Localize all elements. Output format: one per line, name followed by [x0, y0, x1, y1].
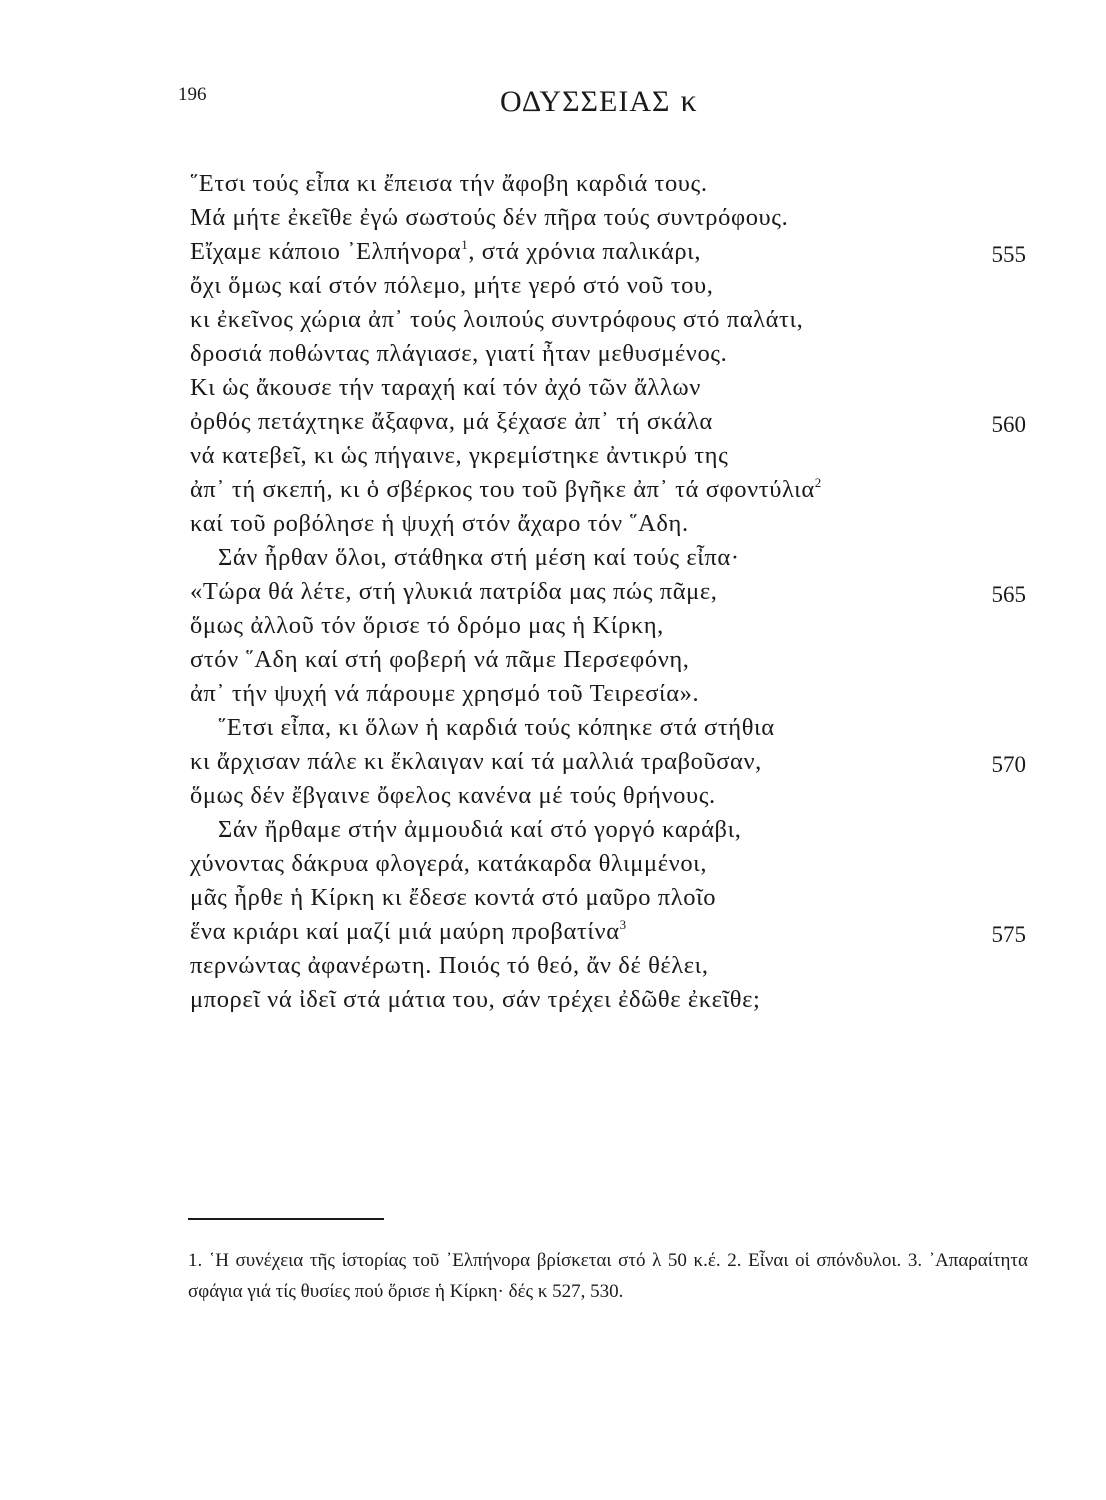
verse-line: περνώντας ἀφανέρωτη. Ποιός τό θεό, ἄν δέ θέλει,	[190, 952, 709, 979]
verse-line: νά κατεβεῖ, κι ὡς πήγαινε, γκρεμίστηκε ἀντικρύ της	[190, 442, 729, 469]
verse-line: «Τώρα θά λέτε, στή γλυκιά πατρίδα μας πώς πᾶμε,	[190, 578, 718, 605]
verse-line: ῞Ετσι εἶπα, κι ὅλων ἡ καρδιά τούς κόπηκε στά στήθια	[218, 714, 775, 741]
verse-line: Εἴχαμε κάποιο ᾿Ελπήνορα$^1$, στά χρόνια παλικάρι,	[190, 237, 702, 265]
verse-line: Κι ὡς ἄκουσε τήν ταραχή καί τόν ἀχό τῶν ἄλλων	[190, 374, 701, 401]
verse-line: ὄχι ὅμως καί στόν πόλεμο, μήτε γερό στό νοῦ του,	[190, 272, 714, 299]
footnote-3: 3. ᾿Απαραίτητα σφάγια γιά τίς θυσίες πού ὅρισε ἡ Κίρκη· δές κ 527, 530.	[188, 1250, 1029, 1302]
page-number: 196	[178, 84, 207, 105]
verse-line: ὀρθός πετάχτηκε ἄξαφνα, μά ξέχασε ἀπ᾿ τή σκάλα	[190, 408, 713, 435]
verse-line: καί τοῦ ροβόλησε ἡ ψυχή στόν ἄχαρο τόν ῞Αδη.	[190, 510, 689, 537]
footnote-2: 2. Εἶναι οἱ σπόνδυλοι.	[727, 1250, 902, 1271]
verse-line: ῞Ετσι τούς εἶπα κι ἔπεισα τήν ἄφοβη καρδιά τους.	[190, 170, 708, 197]
verse-line: μᾶς ἦρθε ἡ Κίρκη κι ἔδεσε κοντά στό μαῦρο πλοῖο	[190, 884, 717, 911]
verse-line: Σάν ἦρθαν ὅλοι, στάθηκα στή μέση καί τούς εἶπα·	[218, 544, 740, 571]
verse-line: κι ἐκεῖνος χώρια ἀπ᾿ τούς λοιπούς συντρόφους στό παλάτι,	[190, 306, 804, 333]
verse-line: Μά μήτε ἐκεῖθε ἐγώ σωστούς δέν πῆρα τούς συντρόφους.	[190, 204, 789, 231]
line-number: 560	[991, 412, 1026, 437]
book-title: ΟΔΥΣΣΕΙΑΣ	[500, 85, 671, 118]
verse-line: Σάν ἤρθαμε στήν ἀμμουδιά καί στό γοργό καράβι,	[218, 816, 742, 843]
footnote-1: 1. ῾Η συνέχεια τῆς ἱστορίας τοῦ ᾿Ελπήνορα βρίσκεται στό λ 50 κ.έ.	[188, 1250, 721, 1271]
footnote-ref: 1	[461, 237, 469, 252]
verse-line: κι ἄρχισαν πάλε κι ἔκλαιγαν καί τά μαλλιά τραβοῦσαν,	[190, 748, 762, 775]
footnote-ref: 2	[814, 475, 822, 490]
line-number: 570	[991, 752, 1026, 777]
verse-line: χύνοντας δάκρυα φλογερά, κατάκαρδα θλιμμένοι,	[190, 850, 708, 877]
verse-line: στόν ῞Αδη καί στή φοβερή νά πᾶμε Περσεφόνη,	[190, 646, 690, 673]
line-number: 565	[991, 582, 1026, 607]
verse-line: ἀπ᾿ τή σκεπή, κι ὁ σβέρκος του τοῦ βγῆκε ἀπ᾿ τά σφοντύλια$^2$	[190, 475, 822, 503]
verse-line: ἕνα κριάρι καί μαζί μιά μαύρη προβατίνα$^3$	[190, 917, 627, 945]
verse-line: ὅμως δέν ἔβγαινε ὄφελος κανένα μέ τούς θρήνους.	[190, 782, 716, 809]
line-number: 575	[991, 922, 1026, 947]
verse-line: ἀπ᾿ τήν ψυχή νά πάρουμε χρησμό τοῦ Τειρεσία».	[190, 680, 700, 707]
line-number: 555	[991, 242, 1026, 267]
footnote-divider	[188, 1218, 384, 1220]
footnote-ref: 3	[619, 917, 627, 932]
verse-line: ὅμως ἀλλοῦ τόν ὅρισε τό δρόμο μας ἡ Κίρκη,	[190, 612, 664, 639]
verse-line: δροσιά ποθώντας πλάγιασε, γιατί ἦταν μεθυσμένος.	[190, 340, 728, 367]
verse-line: μπορεῖ νά ἰδεῖ στά μάτια του, σάν τρέχει ἐδῶθε ἐκεῖθε;	[190, 986, 761, 1013]
book-letter: κ	[680, 82, 698, 118]
footnotes	[188, 1245, 1028, 1307]
